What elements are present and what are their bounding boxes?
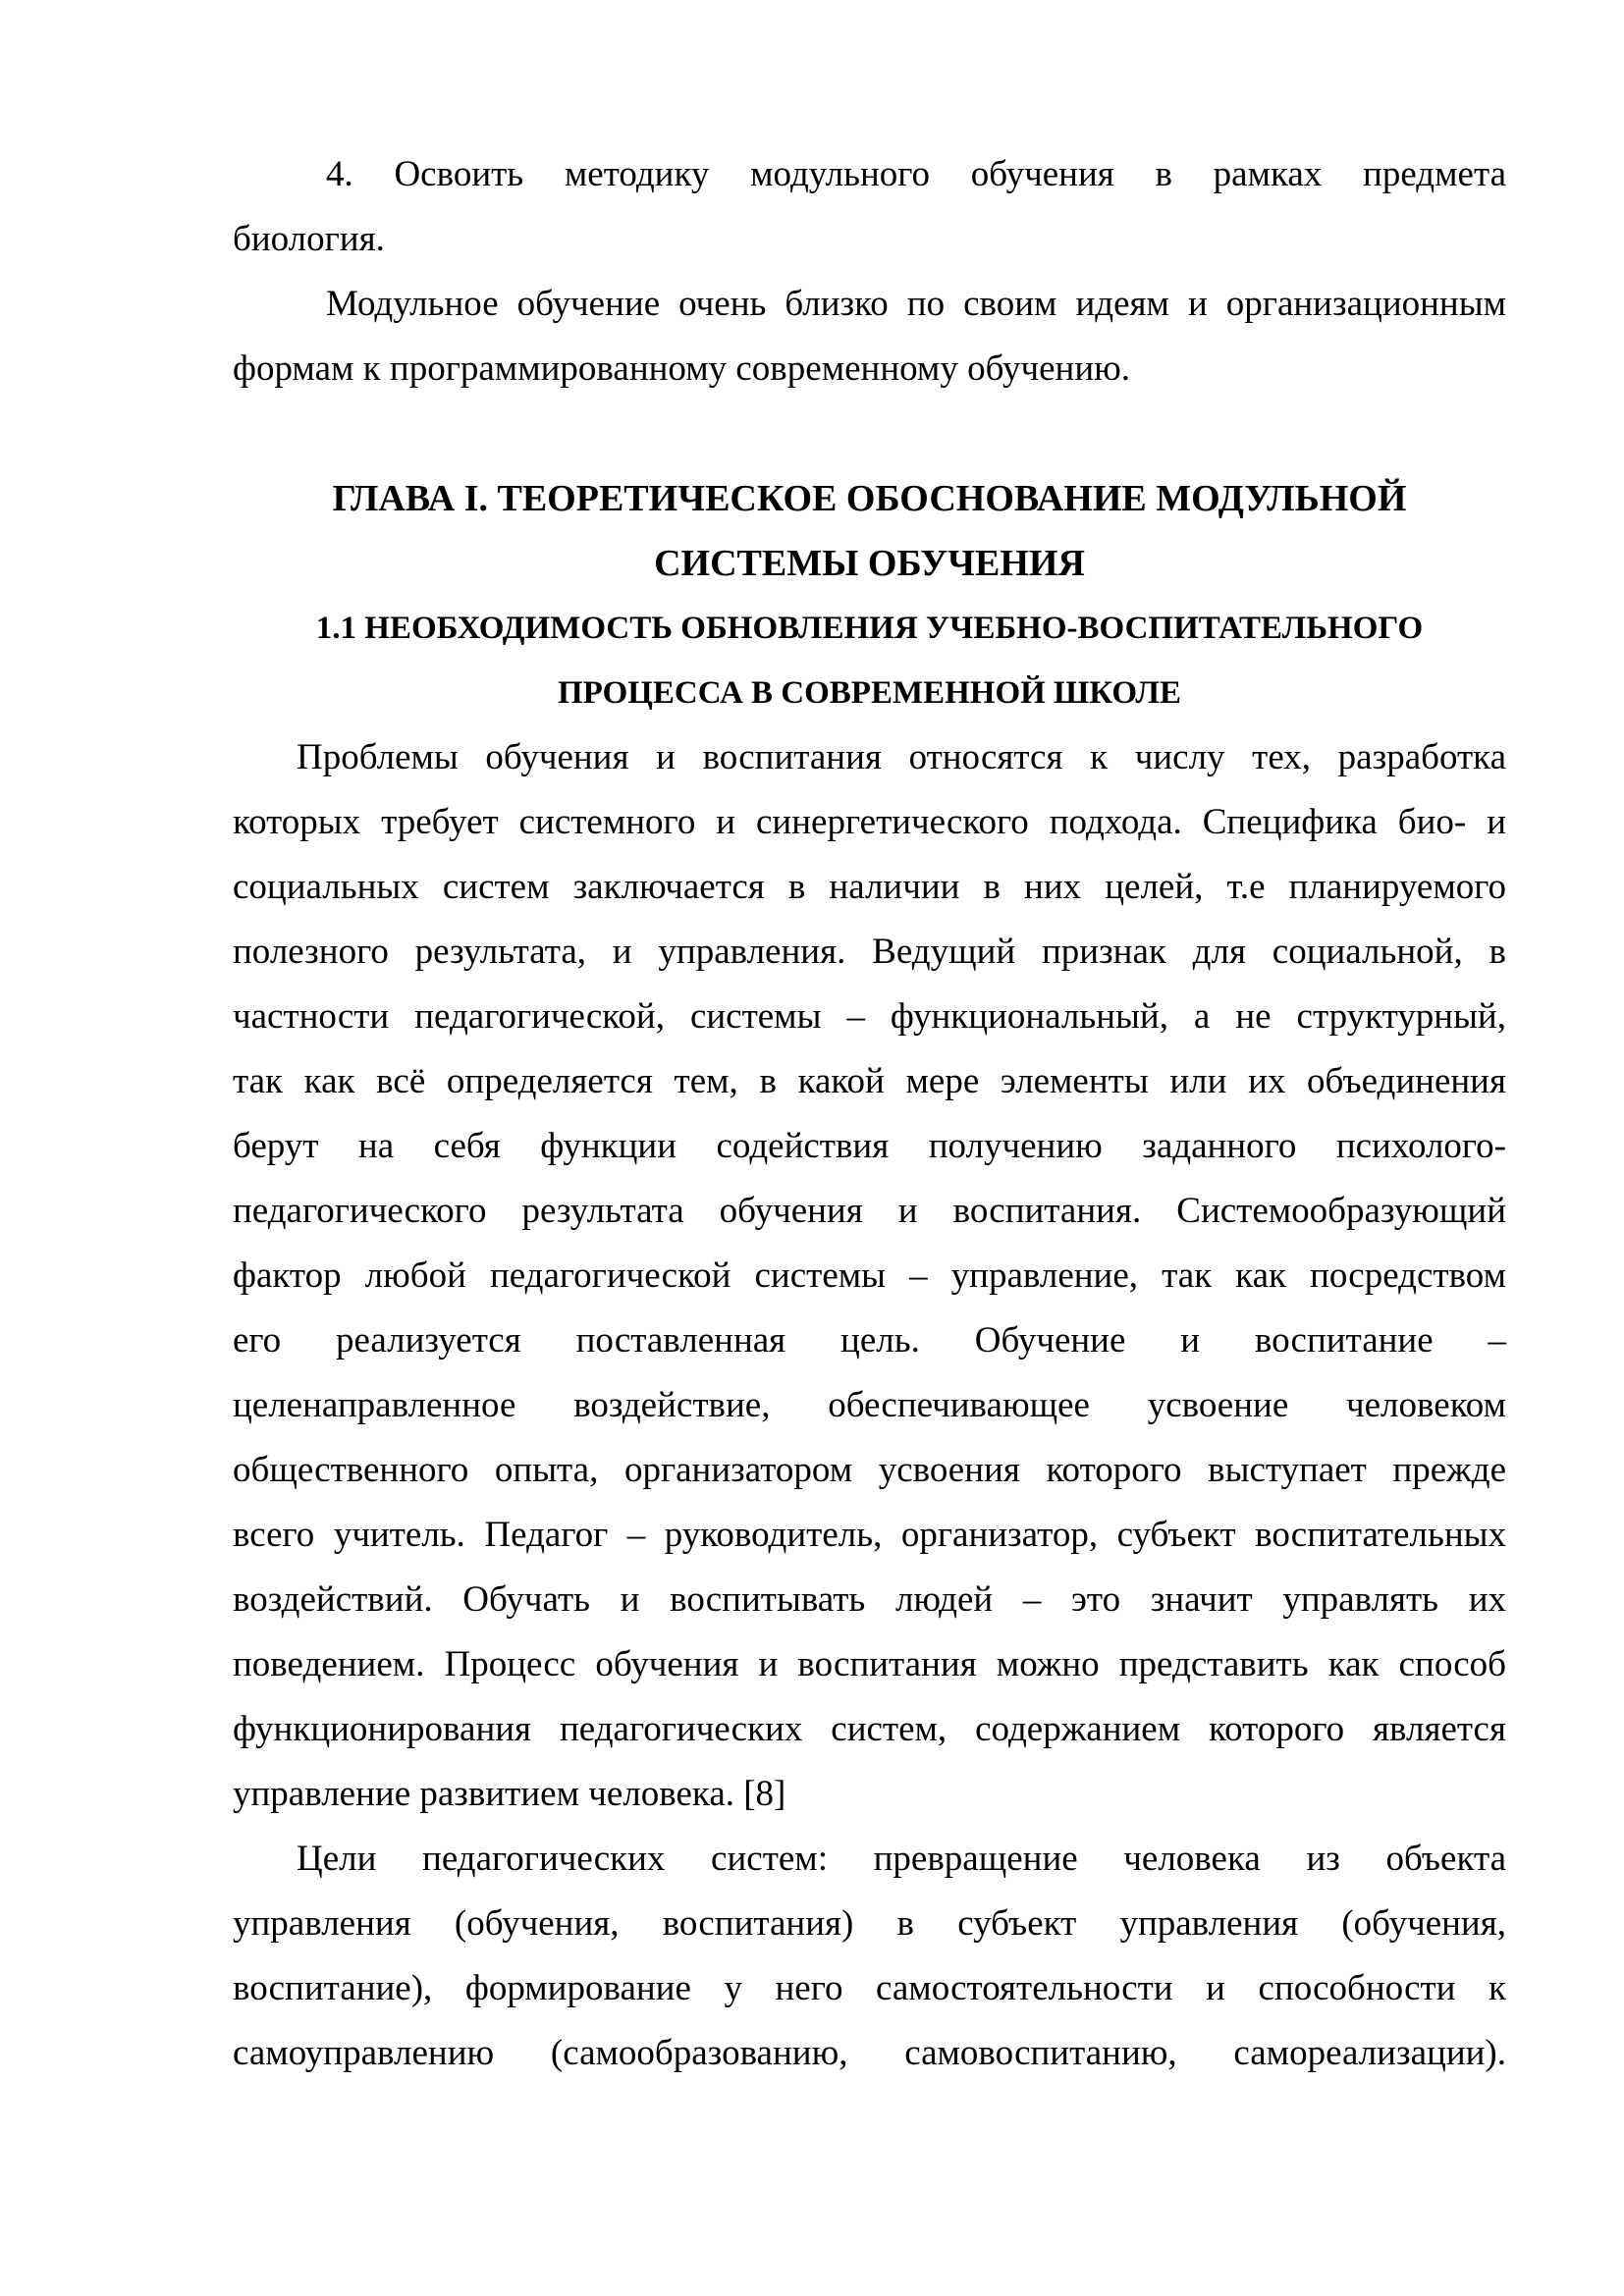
text-line: общественного опыта, организатором усвоения которого выступает прежде	[233, 1450, 1506, 1490]
paragraph	[233, 272, 1506, 401]
section-subheading	[233, 596, 1506, 725]
text-line: управление развитием человека. [8]	[233, 1774, 786, 1814]
page-content	[233, 142, 1506, 2086]
text-line: Проблемы обучения и воспитания относятся к числу тех, разработка	[297, 737, 1506, 777]
text-line: формам к программированному современному обучению.	[233, 348, 1131, 389]
text-line: Модульное обучение очень близко по своим идеям и организационным	[326, 284, 1506, 324]
text-line: самоуправлению (самообразованию, самовоспитанию, самореализации).	[233, 2033, 1506, 2073]
text-line: так как всё определяется тем, в какой мере элементы или их объединения	[233, 1061, 1506, 1101]
text-line: управления (обучения, воспитания) в субъект управления (обучения,	[233, 1903, 1506, 1944]
text-line: его реализуется поставленная цель. Обучение и воспитание –	[233, 1320, 1506, 1361]
text-line: полезного результата, и управления. Ведущий признак для социальной, в	[233, 932, 1506, 972]
text-line: биология.	[233, 219, 385, 259]
text-line: Цели педагогических систем: превращение человека из объекта	[297, 1839, 1506, 1879]
text-line: социальных систем заключается в наличии в них целей, т.е планируемого	[233, 867, 1506, 907]
text-line: берут на себя функции содействия получению заданного психолого-	[233, 1126, 1506, 1166]
text-line: педагогического результата обучения и воспитания. Системообразующий	[233, 1191, 1506, 1231]
paragraph	[233, 142, 1506, 272]
text-line: функционирования педагогических систем, содержанием которого является	[233, 1709, 1506, 1749]
chapter-heading	[233, 466, 1506, 596]
text-line: частности педагогической, системы – функциональный, а не структурный,	[233, 996, 1506, 1037]
paragraph	[233, 725, 1506, 1827]
text-line: 4. Освоить методику модульного обучения в рамках предмета	[326, 154, 1506, 194]
text-line: воздействий. Обучать и воспитывать людей – это значит управлять их	[233, 1579, 1506, 1620]
blank-line	[233, 401, 1506, 466]
heading-line: СИСТЕМЫ ОБУЧЕНИЯ	[654, 543, 1085, 584]
heading-line: ГЛАВА I. ТЕОРЕТИЧЕСКОЕ ОБОСНОВАНИЕ МОДУЛЬНОЙ	[332, 478, 1407, 519]
text-line: всего учитель. Педагог – руководитель, организатор, субъект воспитательных	[233, 1515, 1506, 1555]
subheading-line: 1.1 НЕОБХОДИМОСТЬ ОБНОВЛЕНИЯ УЧЕБНО-ВОСПИТАТЕЛЬНОГО	[315, 611, 1424, 646]
text-line: целенаправленное воздействие, обеспечивающее усвоение человеком	[233, 1385, 1506, 1425]
text-line: воспитание), формирование у него самостоятельности и способности к	[233, 1968, 1506, 2008]
text-line: фактор любой педагогической системы – управление, так как посредством	[233, 1255, 1506, 1296]
paragraph	[233, 1827, 1506, 2086]
text-line: которых требует системного и синергетического подхода. Специфика био- и	[233, 802, 1506, 842]
text-line: поведением. Процесс обучения и воспитания можно представить как способ	[233, 1644, 1506, 1684]
subheading-line: ПРОЦЕССА В СОВРЕМЕННОЙ ШКОЛЕ	[557, 675, 1182, 711]
